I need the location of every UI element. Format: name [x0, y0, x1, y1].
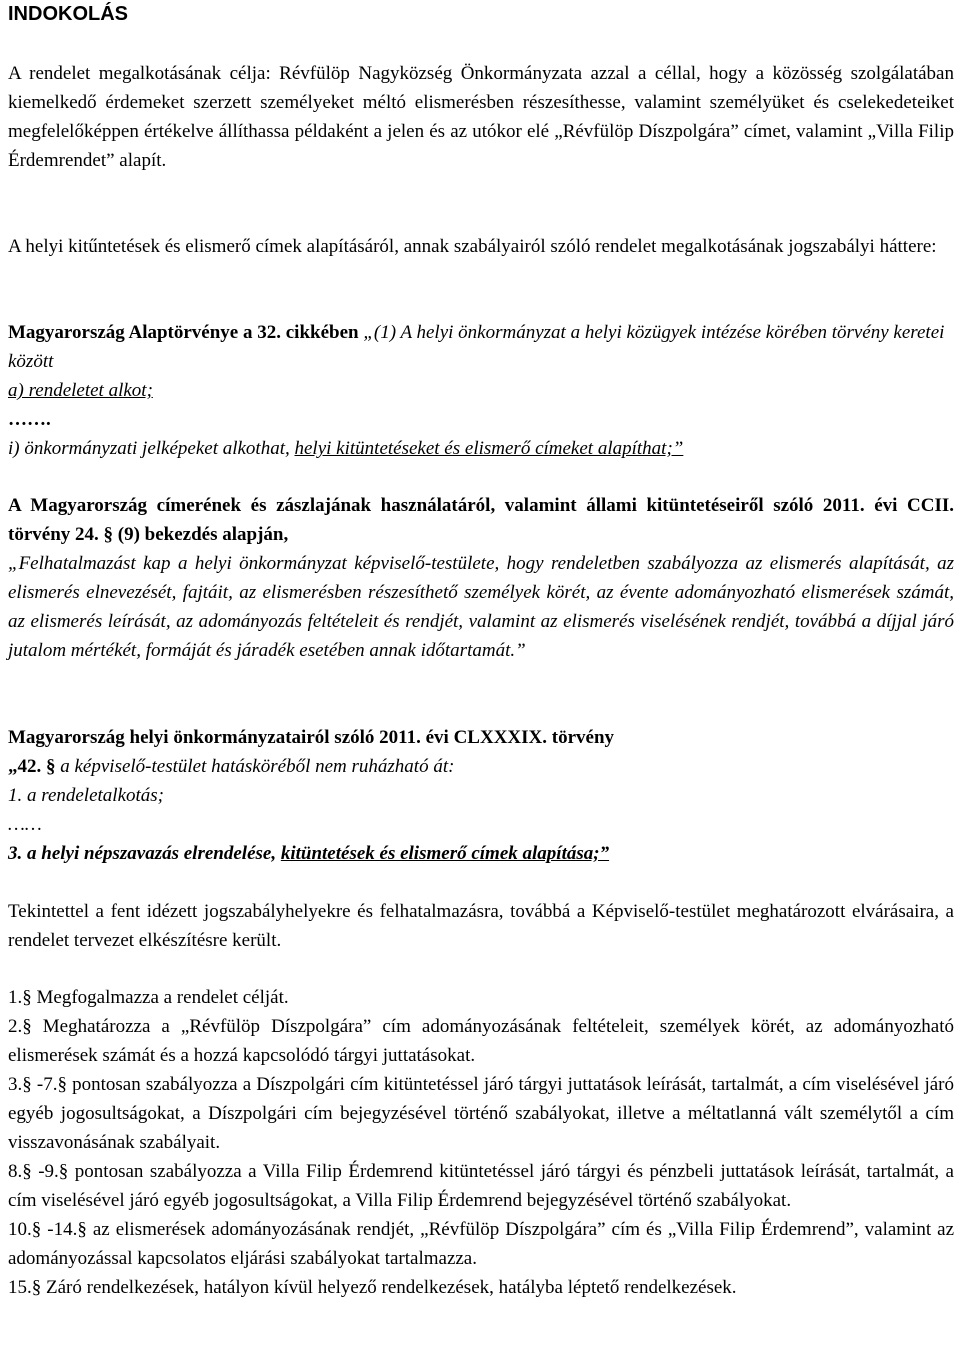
list-item: 1.§ Megfogalmazza a rendelet célját. [8, 987, 289, 1008]
alaptorveny-citation [8, 318, 954, 463]
alaptorveny-item-i: i) önkormányzati jelképeket alkothat, [8, 438, 295, 459]
alaptorveny-item-i-underlined: helyi kitüntetéseket és elismerő címeket alapíthat;” [294, 438, 684, 459]
mot-citation [8, 723, 954, 868]
alaptorveny-quote: „(1) A helyi önkormányzat a helyi közügyek intézése körében törvény keretei között [8, 322, 945, 372]
alaptorveny-item-a: a) rendeletet alkot; [8, 380, 153, 401]
legal-background-paragraph: A helyi kitűntetések és elismerő címek alapításáról, annak szabályairól szóló rendelet megalkotásának jogszabályi háttere: [8, 236, 937, 257]
cimer-torveny-quote: „Felhatalmazást kap a helyi önkormányzat képviselő-testülete, hogy rendeletben szabályozza az elismerés alapítását, az elismerés elnevezését, fajtáit, az elismerésben részesíthető személyek körét, az évente adományozható elismerések számát, az elismerés leírását, az adományozás feltételeit és rendjét, valamint az elismerés viselésének rendjét, továbbá a díjjal járó jutalom mértékét, formáját és járadék esetében annak időtartamát.” [8, 553, 954, 661]
alaptorveny-ellipsis: ……. [8, 409, 51, 430]
mot-section-42-text: a képviselő-testület hatásköréből nem ruházható át: [55, 756, 455, 777]
list-item: 15.§ Záró rendelkezések, hatályon kívül helyező rendelkezések, hatályba léptető rendelkezések. [8, 1277, 737, 1298]
document-heading: INDOKOLÁS [8, 3, 128, 25]
list-item: 10.§ -14.§ az elismerések adományozásának rendjét, „Révfülöp Díszpolgára” cím és „Villa Filip Érdemrend”, valamint az adományozással kapcsolatos eljárási szabályokat tartalmazza. [8, 1219, 954, 1269]
mot-ellipsis: …… [8, 814, 42, 835]
mot-item-1: 1. a rendeletalkotás; [8, 785, 165, 806]
alaptorveny-reference: Magyarország Alaptörvénye a 32. cikkében [8, 322, 359, 343]
list-item: 2.§ Meghatározza a „Révfülöp Díszpolgára” cím adományozásának feltételeit, személyek körét, az adományozható elismerések számát és a hozzá kapcsolódó tárgyi juttatásokat. [8, 1016, 954, 1066]
list-item: 3.§ -7.§ pontosan szabályozza a Díszpolgári cím kitüntetéssel járó tárgyi juttatások leírását, tartalmát, a cím viselésével járó egyéb jogosultságokat, a Díszpolgári cím bejegyzésével történő szabályokat, illetve a méltatlanná vált személytől a cím visszavonásának szabályait. [8, 1074, 954, 1153]
list-item: 8.§ -9.§ pontosan szabályozza a Villa Filip Érdemrend kitüntetéssel járó tárgyi és pénzbeli juttatások leírását, tartalmát, a cím viselésével járó egyéb jogosultságokat, a Villa Filip Érdemrend bejegyzésével történő szabályokat. [8, 1161, 954, 1211]
mot-section-42: „42. § [8, 756, 56, 777]
cimer-torveny-citation [8, 491, 954, 665]
tekintettel-paragraph: Tekintettel a fent idézett jogszabályhelyekre és felhatalmazásra, továbbá a Képviselő-testület meghatározott elvárásaira, a rendelet tervezet elkészítésre került. [8, 901, 954, 951]
section-summary-list [8, 983, 954, 1302]
purpose-paragraph: A rendelet megalkotásának célja: Révfülöp Nagyközség Önkormányzata azzal a céllal, hogy a közösség szolgálatában kiemelkedő érdemeket szerzett személyeket méltó elismerésben részesíthesse, valamint személyüket és cselekedeteiket megfelelőképpen értékelve állíthassa példaként a jelen és az utókor elé „Révfülöp Díszpolgára” címet, valamint „Villa Filip Érdemrendet” alapít. [8, 63, 954, 171]
mot-item-3: 3. a helyi népszavazás elrendelése, [8, 843, 281, 864]
mot-item-3-underlined: kitüntetések és elismerő címek alapítása;” [280, 843, 610, 864]
mot-title: Magyarország helyi önkormányzatairól szóló 2011. évi CLXXXIX. törvény [8, 727, 615, 748]
cimer-torveny-reference: A Magyarország címerének és zászlajának használatáról, valamint állami kitüntetéseiről szóló 2011. évi CCII. törvény 24. § (9) bekezdés alapján, [8, 495, 954, 545]
